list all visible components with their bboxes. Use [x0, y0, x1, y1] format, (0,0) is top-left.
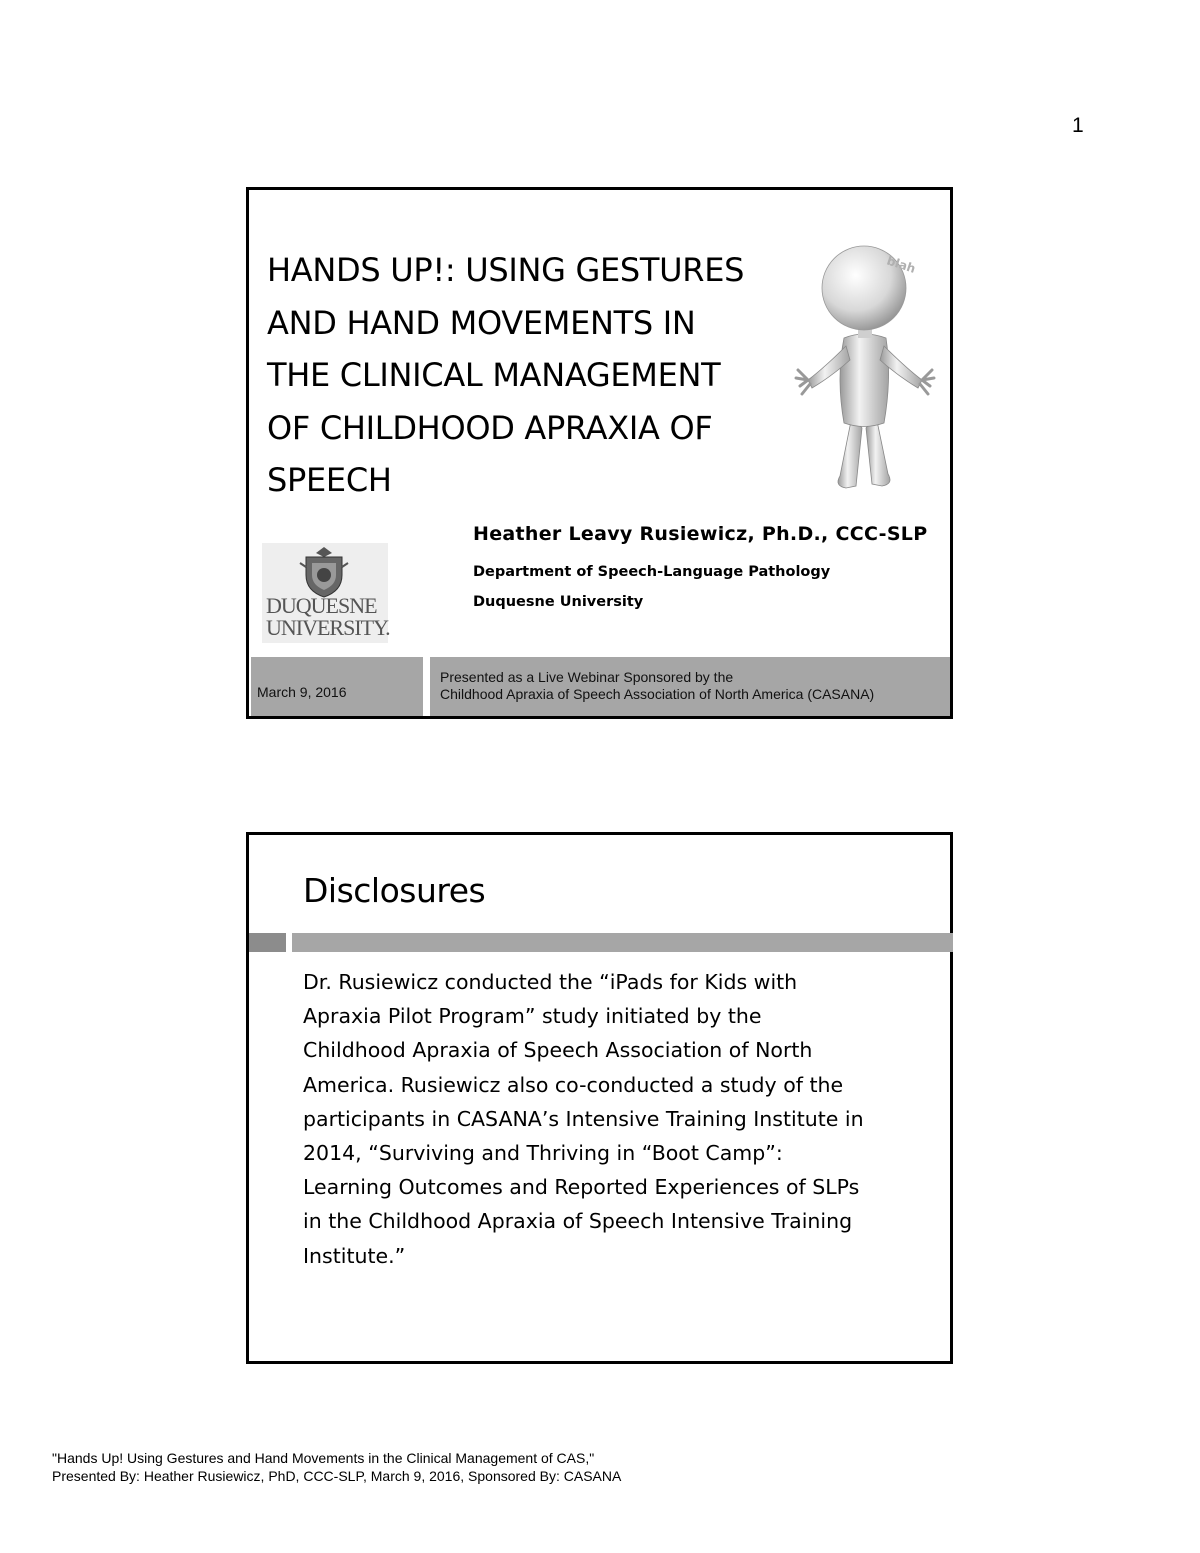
title-line: SPEECH [267, 461, 392, 499]
crest-icon [296, 545, 352, 599]
author-name: Heather Leavy Rusiewicz, Ph.D., CCC-SLP [473, 523, 928, 545]
department: Department of Speech-Language Pathology [473, 564, 831, 580]
body-line: in the Childhood Apraxia of Speech Intensive Training [303, 1209, 853, 1234]
university: Duquesne University [473, 594, 644, 610]
logo-text-line1: DUQUESNE [266, 593, 377, 618]
sponsor-line: Childhood Apraxia of Speech Association of North America (CASANA) [440, 686, 875, 702]
stick-figure-illustration [794, 238, 944, 493]
title-line: HANDS UP!: USING GESTURES [267, 251, 745, 289]
footer-line: Presented By: Heather Rusiewicz, PhD, CCC-SLP, March 9, 2016, Sponsored By: CASANA [52, 1468, 622, 1484]
sponsor-line: Presented as a Live Webinar Sponsored by the [440, 669, 734, 685]
title-divider [292, 933, 953, 952]
title-slide [246, 187, 953, 719]
body-line: Learning Outcomes and Reported Experiences of SLPs [303, 1175, 860, 1200]
body-line: Institute.” [303, 1243, 406, 1268]
slide-title [267, 244, 807, 507]
sponsor-text [440, 669, 874, 703]
logo-text-line2: UNIVERSITY. [266, 615, 390, 640]
slide-title: Disclosures [303, 871, 486, 910]
footer-line: "Hands Up! Using Gestures and Hand Movements in the Clinical Management of CAS," [52, 1450, 595, 1466]
page-number: 1 [1072, 114, 1084, 137]
disclosure-body [303, 965, 928, 1273]
body-line: America. Rusiewicz also co-conducted a study of the [303, 1072, 844, 1097]
slide-footer-sponsor-bar [430, 657, 950, 716]
body-line: Dr. Rusiewicz conducted the “iPads for Kids with [303, 970, 798, 994]
page-footer [52, 1449, 621, 1485]
title-line: OF CHILDHOOD APRAXIA OF [267, 408, 713, 447]
title-line: THE CLINICAL MANAGEMENT [267, 356, 721, 394]
head-text: blah [885, 253, 918, 276]
disclosures-slide [246, 832, 953, 1364]
duquesne-logo [262, 543, 388, 643]
title-divider-accent [249, 933, 286, 952]
body-line: participants in CASANA’s Intensive Training Institute in [303, 1106, 864, 1131]
title-line: AND HAND MOVEMENTS IN [267, 303, 696, 342]
body-line: 2014, “Surviving and Thriving in “Boot Camp”: [303, 1141, 783, 1166]
body-line: Apraxia Pilot Program” study initiated by the [303, 1004, 762, 1029]
body-line: Childhood Apraxia of Speech Association of North [303, 1038, 813, 1063]
presentation-date: March 9, 2016 [257, 684, 347, 700]
slide-footer-date-bar [251, 657, 423, 716]
